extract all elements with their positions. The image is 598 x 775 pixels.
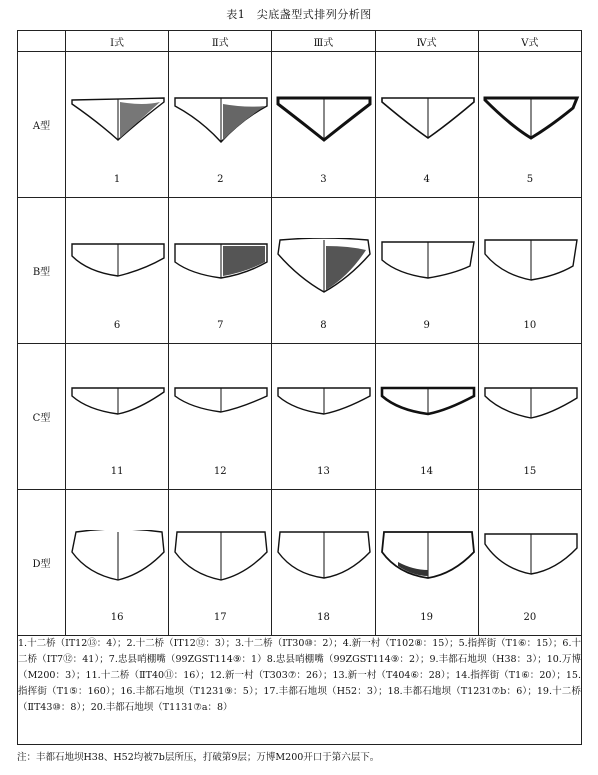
vessel-drawing xyxy=(274,238,374,308)
vessel-drawing xyxy=(481,238,581,308)
figure-title: 表1 尖底盏型式排列分析图 xyxy=(226,8,372,21)
specimen-number: 5 xyxy=(526,174,534,185)
vessel-cell xyxy=(375,344,478,490)
vessel-cell xyxy=(478,490,581,636)
col-header-1: Ⅰ式 xyxy=(66,31,169,52)
vessel-drawing xyxy=(274,530,374,600)
corner-cell xyxy=(18,31,66,52)
specimen-number: 6 xyxy=(113,320,121,331)
col-header-5: Ⅴ式 xyxy=(478,31,581,52)
specimen-number: 1 xyxy=(113,174,121,185)
site-notes: 1.十二桥（ⅠT12⑬：4）；2.十二桥（ⅠT12⑫：3）；3.十二桥（ⅠT30⑩：2）；4.新一村（T102⑧：15）；5.指挥街（T1⑥：15）；6.十二桥（ⅠT7⑫：41）；7.忠县哨棚嘴（99ZGST114⑨：1）8.忠县哨棚嘴（99ZGST114⑨：2）；9.丰都石地坝（H38：3）；10.万博（M200：3）；11.十二桥（ⅡT40⑪：16）；12.新一村（T303⑦：26）；13.新一村（T404⑥：28）；14.指挥街（T1⑥：20）；15.指挥街（T1⑤：160）；16.丰都石地坝（T1231⑨：5）；17.丰都石地坝（H52：3）；18.丰都石地坝（T1231⑦b：6）；19.十二桥（ⅡT43⑩：8）；20.丰都石地坝（T1131⑦a：8） xyxy=(18,636,582,745)
row-header-d: D型 xyxy=(18,490,66,636)
vessel-cell xyxy=(66,490,169,636)
vessel-drawing xyxy=(378,238,478,308)
vessel-drawing xyxy=(171,530,271,600)
row-header-c: C型 xyxy=(18,344,66,490)
specimen-number: 3 xyxy=(320,174,327,185)
vessel-drawing xyxy=(378,384,478,454)
row-b xyxy=(18,198,582,344)
vessel-cell xyxy=(375,52,478,198)
vessel-drawing xyxy=(274,384,374,454)
header-row xyxy=(18,31,582,52)
vessel-drawing xyxy=(378,92,478,162)
vessel-cell xyxy=(272,490,375,636)
specimen-number: 2 xyxy=(217,174,224,185)
specimen-number: 17 xyxy=(213,612,227,623)
vessel-cell xyxy=(169,198,272,344)
specimen-number: 20 xyxy=(523,612,537,623)
specimen-number: 19 xyxy=(420,612,434,623)
vessel-cell xyxy=(478,52,581,198)
row-header-a: A型 xyxy=(18,52,66,198)
vessel-drawing xyxy=(68,530,168,600)
col-header-4: Ⅳ式 xyxy=(375,31,478,52)
row-d xyxy=(18,490,582,636)
footnote: 注：丰都石地坝H38、H52均被7b层所压，打破第9层；万博M200开口于第六层下。 xyxy=(17,752,380,763)
specimen-number: 4 xyxy=(423,174,430,185)
specimen-number: 10 xyxy=(523,320,537,331)
vessel-cell xyxy=(272,52,375,198)
vessel-drawing xyxy=(378,530,478,600)
vessel-cell xyxy=(66,52,169,198)
vessel-cell xyxy=(478,344,581,490)
vessel-cell xyxy=(272,344,375,490)
vessel-cell xyxy=(66,198,169,344)
specimen-number: 14 xyxy=(420,466,434,477)
vessel-cell xyxy=(478,198,581,344)
vessel-cell xyxy=(169,52,272,198)
specimen-number: 18 xyxy=(317,612,330,623)
col-header-3: Ⅲ式 xyxy=(272,31,375,52)
vessel-drawing xyxy=(481,384,581,454)
specimen-number: 16 xyxy=(110,612,124,623)
vessel-drawing xyxy=(481,530,581,600)
vessel-cell xyxy=(169,490,272,636)
row-a xyxy=(18,52,582,198)
vessel-drawing xyxy=(481,92,581,162)
vessel-cell xyxy=(169,344,272,490)
vessel-cell xyxy=(66,344,169,490)
vessel-drawing xyxy=(68,238,168,308)
vessel-cell xyxy=(272,198,375,344)
specimen-number: 8 xyxy=(320,320,327,331)
typology-table xyxy=(17,30,582,745)
specimen-number: 9 xyxy=(423,320,430,331)
specimen-number: 12 xyxy=(213,466,227,477)
specimen-number: 15 xyxy=(523,466,537,477)
notes-row xyxy=(18,636,582,745)
specimen-number: 11 xyxy=(110,466,124,477)
row-c xyxy=(18,344,582,490)
row-header-b: B型 xyxy=(18,198,66,344)
specimen-number: 13 xyxy=(317,466,330,477)
vessel-drawing xyxy=(171,92,271,162)
vessel-drawing xyxy=(171,238,271,308)
vessel-drawing xyxy=(68,92,168,162)
vessel-drawing xyxy=(68,384,168,454)
vessel-cell xyxy=(375,490,478,636)
vessel-drawing xyxy=(274,92,374,162)
col-header-2: Ⅱ式 xyxy=(169,31,272,52)
vessel-cell xyxy=(375,198,478,344)
vessel-drawing xyxy=(171,384,271,454)
specimen-number: 7 xyxy=(217,320,224,331)
